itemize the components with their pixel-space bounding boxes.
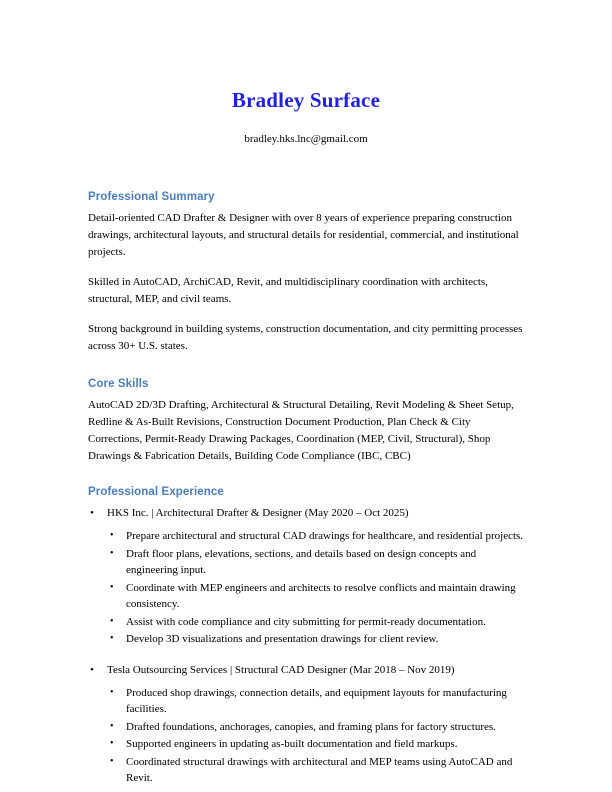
resume-header [88,0,524,146]
list-item [88,685,524,718]
job-title-row [88,662,524,679]
experience-entry [88,505,524,648]
bullet-icon: • [90,507,94,519]
candidate-name: Bradley Surface [231,88,381,112]
responsibility-text: Prepare architectural and structural CAD drawings for healthcare, and residential projects. [126,530,524,542]
list-item [88,631,524,648]
bullet-icon: • [110,530,114,541]
section-heading-core-skills: Core Skills [88,378,149,390]
list-item [88,614,524,631]
responsibility-text: Coordinate with MEP engineers and architects to resolve conflicts and maintain drawing consistency. [126,581,516,610]
responsibility-text: Supported engineers in updating as-built documentation and field markups. [126,738,458,750]
bullet-icon: • [110,755,114,767]
core-skills-text: AutoCAD 2D/3D Drafting, Architectural & Structural Detailing, Revit Modeling & Sheet Setup, Redline & As-Built Revisions, Construction Document Production, Plan Check & City Corrections, Permit-Ready Drawing Packages, Coordination (MEP, Civil, Structural), Shop Drawings & Fabrication Details, Building Code Compliance (IBC, CBC) [88,399,514,462]
section-core-skills [88,377,524,465]
responsibility-text: Assist with code compliance and city submitting for permit-ready documentation. [126,615,486,628]
responsibility-text: Produced shop drawings, connection details, and equipment layouts for manufacturing facilities. [126,686,507,715]
bullet-icon: • [110,633,114,644]
bullet-icon: • [110,581,114,593]
list-item [88,719,524,736]
job-responsibility-list [88,685,524,787]
summary-paragraph: Strong background in building systems, construction documentation, and city permitting processes across 30+ U.S. states. [88,323,523,352]
candidate-email[interactable]: bradley.hks.lnc@gmail.com [244,133,368,145]
job-title: HKS Inc. | Architectural Drafter & Designer (May 2020 – Oct 2025) [107,507,409,519]
bullet-icon: • [110,686,114,698]
bullet-icon: • [110,720,114,732]
section-heading-professional-experience: Professional Experience [88,486,224,498]
list-item [88,546,524,579]
section-heading-professional-summary: Professional Summary [88,191,215,203]
list-item [88,528,524,545]
summary-paragraph: Detail-oriented CAD Drafter & Designer with over 8 years of experience preparing construction drawings, architectural layouts, and structural details for residential, commercial, and institutional projects. [88,212,519,258]
list-item [88,736,524,753]
bullet-icon: • [110,738,114,749]
responsibility-text: Draft floor plans, elevations, sections, and details based on design concepts and engineering input. [126,547,477,576]
list-item [88,754,524,787]
responsibility-text: Coordinated structural drawings with architectural and MEP teams using AutoCAD and Revit. [126,755,513,784]
section-professional-summary [88,190,524,355]
job-title: Tesla Outsourcing Services | Structural CAD Designer (Mar 2018 – Nov 2019) [107,663,455,676]
list-item [88,580,524,613]
job-responsibility-list [88,528,524,648]
bullet-icon: • [110,615,114,627]
summary-paragraph: Skilled in AutoCAD, ArchiCAD, Revit, and multidisciplinary coordination with architects, structural, MEP, and civil teams. [88,276,488,305]
responsibility-text: Develop 3D visualizations and presentation drawings for client review. [126,633,439,645]
responsibility-text: Drafted foundations, anchorages, canopies, and framing plans for factory structures. [126,720,496,733]
job-title-row [88,505,524,522]
bullet-icon: • [90,663,94,676]
bullet-icon: • [110,547,114,559]
experience-entry [88,662,524,787]
section-professional-experience [88,485,524,787]
